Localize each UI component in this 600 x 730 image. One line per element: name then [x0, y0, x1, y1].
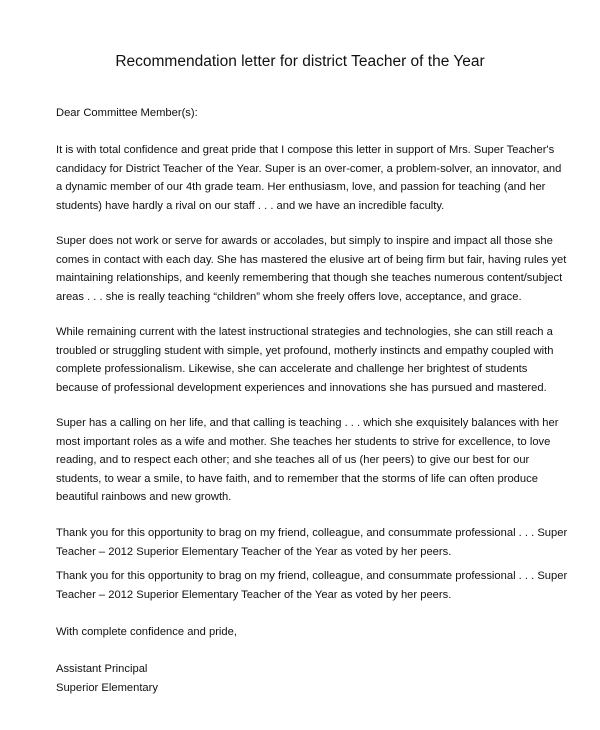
paragraph-line: because of professional development experiences and innovations she has pursued and mastered.	[56, 381, 547, 394]
signature-organization: Superior Elementary	[56, 681, 158, 694]
salutation: Dear Committee Member(s):	[56, 107, 198, 119]
closing: With complete confidence and pride,	[56, 626, 237, 638]
paragraph-line: candidacy for District Teacher of the Year. Super is an over-comer, a problem-solver, an innovator, and	[56, 162, 562, 175]
paragraph-line: Teacher – 2012 Superior Elementary Teacher of the Year as voted by her peers.	[56, 545, 452, 558]
letter-title: Recommendation letter for district Teacher of the Year	[115, 53, 485, 70]
paragraph-line: areas . . . she is really teaching “children” whom she freely offers love, acceptance, and grace.	[56, 290, 522, 303]
signature-title: Assistant Principal	[56, 663, 148, 675]
paragraph-line: students) have hardly a rival on our staff . . . and we have an incredible faculty.	[56, 199, 445, 212]
paragraph-line: maintaining relationships, and keenly remembering that though she teaches numerous content/subject	[56, 272, 563, 284]
paragraph-line: comes in contact with each day. She has mastered the elusive art of being firm but fair, having rules yet	[56, 253, 567, 266]
paragraph-line: Thank you for this opportunity to brag on my friend, colleague, and consummate professional . . . Super	[56, 570, 568, 582]
paragraph-3	[56, 323, 568, 397]
paragraph-2	[56, 232, 568, 306]
paragraph-line: Thank you for this opportunity to brag on my friend, colleague, and consummate professional . . . Super	[56, 527, 568, 539]
paragraph-line: students, to wear a smile, to have faith, and to remember that the storms of life can often produce	[56, 472, 538, 485]
paragraph-line: It is with total confidence and great pride that I compose this letter in support of Mrs. Super Teacher's	[56, 144, 555, 156]
paragraph-line: Super does not work or serve for awards or accolades, but simply to inspire and impact all those she	[56, 235, 553, 247]
paragraph-line: complete professionalism. Likewise, she can accelerate and challenge her brightest of students	[56, 363, 528, 375]
paragraph-6	[56, 567, 568, 604]
paragraph-line: troubled or struggling student with simple, yet profound, motherly instincts and empathy coupled with	[56, 344, 554, 357]
paragraph-line: a dynamic member of our 4th grade team. Her enthusiasm, love, and passion for teaching (and her	[56, 181, 546, 193]
signature-block	[56, 660, 568, 697]
paragraph-1	[56, 141, 568, 215]
paragraph-line: beautiful rainbows and new growth.	[56, 491, 232, 503]
paragraph-line: reading, and to respect each other; and she teaches all of us (her peers) to give our best for our	[56, 454, 530, 466]
paragraph-line: most important roles as a wife and mother. She teaches her students to strive for excellence, to love	[56, 435, 551, 448]
paragraph-line: While remaining current with the latest instructional strategies and technologies, she can still reach a	[56, 326, 553, 338]
paragraph-4	[56, 414, 568, 507]
paragraph-line: Super has a calling on her life, and that calling is teaching . . . which she exquisitely balances with her	[56, 417, 559, 429]
paragraph-line: Teacher – 2012 Superior Elementary Teacher of the Year as voted by her peers.	[56, 588, 452, 601]
paragraph-5	[56, 524, 568, 561]
